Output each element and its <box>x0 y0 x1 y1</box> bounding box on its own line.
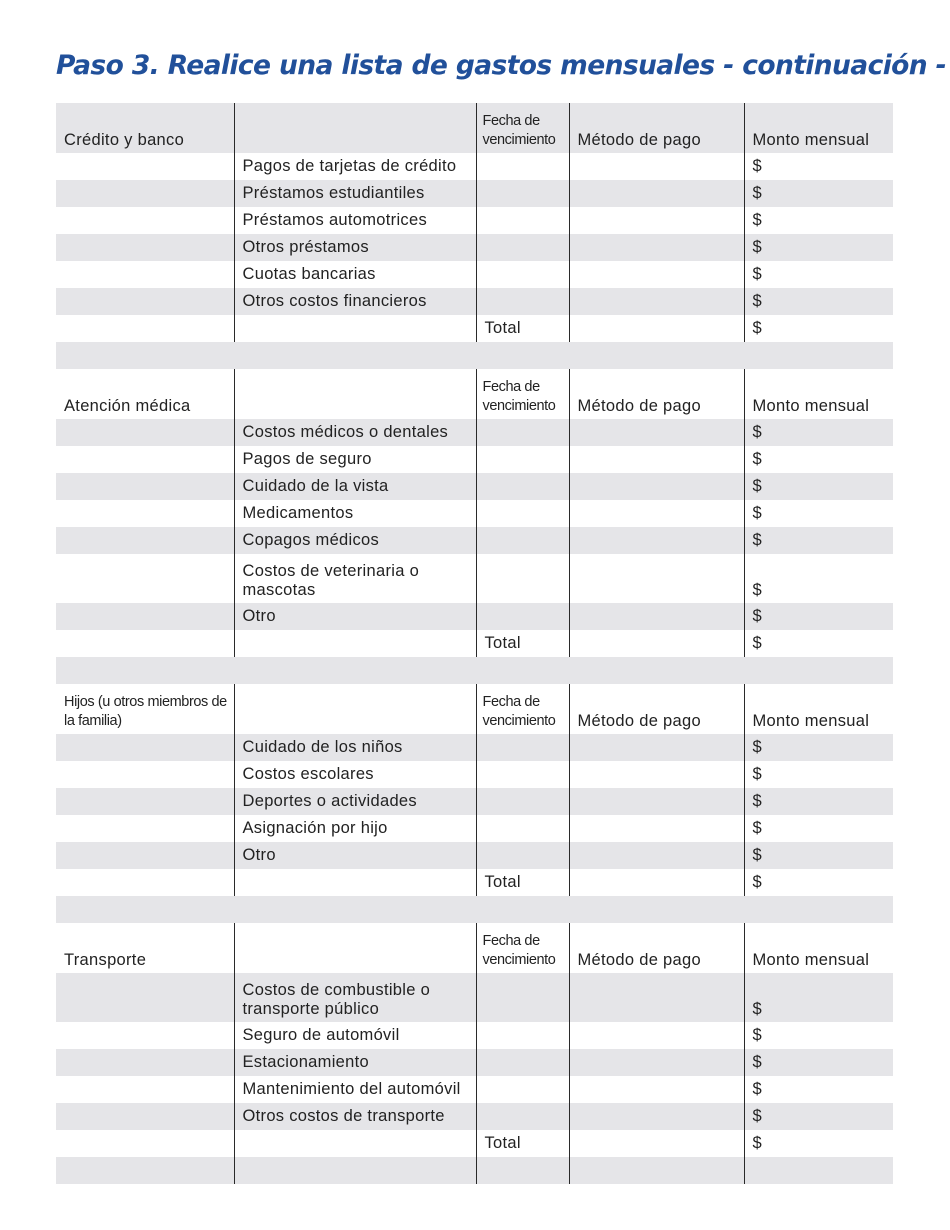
expense-row-spacer <box>56 527 234 554</box>
trailing-blank-cell <box>569 1157 744 1184</box>
monthly-amount-header: Monto mensual <box>744 923 893 973</box>
due-date-field[interactable] <box>476 973 569 1022</box>
section-header-row <box>56 684 893 734</box>
expense-row-spacer <box>56 1103 234 1130</box>
expense-row <box>56 761 893 788</box>
total-row-spacer <box>56 630 234 657</box>
total-amount-field[interactable]: $ <box>744 630 893 657</box>
due-date-field[interactable] <box>476 207 569 234</box>
payment-method-field[interactable] <box>569 788 744 815</box>
due-date-header: Fecha de vencimiento <box>476 684 569 734</box>
expense-row <box>56 603 893 630</box>
expense-row <box>56 554 893 603</box>
due-date-field[interactable] <box>476 1049 569 1076</box>
due-date-field[interactable] <box>476 446 569 473</box>
expense-row-spacer <box>56 603 234 630</box>
payment-method-field[interactable] <box>569 473 744 500</box>
expense-row <box>56 1103 893 1130</box>
expense-label: Otros costos de transporte <box>234 1103 476 1130</box>
expense-row-spacer <box>56 234 234 261</box>
payment-method-field[interactable] <box>569 153 744 180</box>
payment-method-field[interactable] <box>569 815 744 842</box>
monthly-amount-field[interactable]: $ <box>744 1022 893 1049</box>
monthly-amount-field[interactable]: $ <box>744 554 893 603</box>
expense-label: Costos escolares <box>234 761 476 788</box>
monthly-amount-field[interactable]: $ <box>744 207 893 234</box>
section-gap <box>56 342 893 369</box>
payment-method-field[interactable] <box>569 234 744 261</box>
expense-label: Cuidado de la vista <box>234 473 476 500</box>
total-amount-field[interactable]: $ <box>744 869 893 896</box>
expense-row <box>56 180 893 207</box>
section-header-row <box>56 369 893 419</box>
monthly-amount-field[interactable]: $ <box>744 1103 893 1130</box>
total-label: Total <box>476 869 569 896</box>
due-date-field[interactable] <box>476 761 569 788</box>
expense-row <box>56 973 893 1022</box>
payment-method-header: Método de pago <box>569 103 744 153</box>
section-gap-row <box>56 1157 893 1184</box>
expense-label: Deportes o actividades <box>234 788 476 815</box>
monthly-amount-field[interactable]: $ <box>744 1049 893 1076</box>
total-method-blank <box>569 869 744 896</box>
payment-method-header: Método de pago <box>569 923 744 973</box>
payment-method-field[interactable] <box>569 842 744 869</box>
expense-row-spacer <box>56 207 234 234</box>
expense-row-spacer <box>56 473 234 500</box>
monthly-amount-field[interactable]: $ <box>744 842 893 869</box>
section-header-row <box>56 923 893 973</box>
total-row-spacer <box>234 1130 476 1157</box>
expense-label: Costos de veterinaria o mascotas <box>234 554 476 603</box>
monthly-amount-field[interactable]: $ <box>744 261 893 288</box>
expense-row-spacer <box>56 1076 234 1103</box>
total-label: Total <box>476 1130 569 1157</box>
monthly-amount-field[interactable]: $ <box>744 180 893 207</box>
expense-label: Préstamos estudiantiles <box>234 180 476 207</box>
payment-method-field[interactable] <box>569 1076 744 1103</box>
expense-label: Pagos de tarjetas de crédito <box>234 153 476 180</box>
due-date-header: Fecha de vencimiento <box>476 369 569 419</box>
expense-row-spacer <box>56 554 234 603</box>
section-header-row <box>56 103 893 153</box>
section-name: Crédito y banco <box>56 103 234 153</box>
due-date-header: Fecha de vencimiento <box>476 103 569 153</box>
payment-method-field[interactable] <box>569 207 744 234</box>
payment-method-field[interactable] <box>569 288 744 315</box>
expense-label: Pagos de seguro <box>234 446 476 473</box>
total-amount-field[interactable]: $ <box>744 1130 893 1157</box>
monthly-amount-field[interactable]: $ <box>744 419 893 446</box>
expense-row-spacer <box>56 446 234 473</box>
expense-row-spacer <box>56 761 234 788</box>
expense-label: Estacionamiento <box>234 1049 476 1076</box>
payment-method-field[interactable] <box>569 1049 744 1076</box>
payment-method-field[interactable] <box>569 761 744 788</box>
payment-method-header: Método de pago <box>569 369 744 419</box>
due-date-field[interactable] <box>476 1103 569 1130</box>
payment-method-field[interactable] <box>569 554 744 603</box>
expense-row-spacer <box>56 1049 234 1076</box>
monthly-amount-field[interactable]: $ <box>744 473 893 500</box>
payment-method-field[interactable] <box>569 419 744 446</box>
expense-row-spacer <box>56 1022 234 1049</box>
expense-row <box>56 419 893 446</box>
expense-row <box>56 1022 893 1049</box>
total-row-spacer <box>56 1130 234 1157</box>
payment-method-field[interactable] <box>569 180 744 207</box>
section-gap-row <box>56 896 893 923</box>
expense-label: Asignación por hijo <box>234 815 476 842</box>
section-header-blank <box>234 684 476 734</box>
expense-row <box>56 261 893 288</box>
section-header-blank <box>234 369 476 419</box>
monthly-amount-header: Monto mensual <box>744 103 893 153</box>
monthly-amount-field[interactable]: $ <box>744 288 893 315</box>
expense-label: Copagos médicos <box>234 527 476 554</box>
section-gap <box>56 657 893 684</box>
section-gap <box>56 896 893 923</box>
expense-label: Préstamos automotrices <box>234 207 476 234</box>
due-date-field[interactable] <box>476 1022 569 1049</box>
monthly-amount-field[interactable]: $ <box>744 500 893 527</box>
due-date-field[interactable] <box>476 1076 569 1103</box>
due-date-field[interactable] <box>476 734 569 761</box>
expense-row <box>56 234 893 261</box>
expense-row <box>56 788 893 815</box>
payment-method-field[interactable] <box>569 1022 744 1049</box>
section-name: Transporte <box>56 923 234 973</box>
total-row-spacer <box>234 869 476 896</box>
due-date-field[interactable] <box>476 554 569 603</box>
due-date-field[interactable] <box>476 180 569 207</box>
expense-row-spacer <box>56 788 234 815</box>
expense-label: Mantenimiento del automóvil <box>234 1076 476 1103</box>
expense-row <box>56 288 893 315</box>
total-row-spacer <box>56 869 234 896</box>
payment-method-field[interactable] <box>569 603 744 630</box>
expense-row <box>56 734 893 761</box>
expense-row-spacer <box>56 180 234 207</box>
total-method-blank <box>569 1130 744 1157</box>
due-date-field[interactable] <box>476 842 569 869</box>
due-date-field[interactable] <box>476 788 569 815</box>
total-row-spacer <box>234 315 476 342</box>
expense-row <box>56 473 893 500</box>
monthly-amount-field[interactable]: $ <box>744 788 893 815</box>
due-date-header: Fecha de vencimiento <box>476 923 569 973</box>
expense-row-spacer <box>56 973 234 1022</box>
expense-label: Otros costos financieros <box>234 288 476 315</box>
payment-method-field[interactable] <box>569 500 744 527</box>
due-date-field[interactable] <box>476 473 569 500</box>
payment-method-field[interactable] <box>569 261 744 288</box>
monthly-amount-field[interactable]: $ <box>744 734 893 761</box>
due-date-field[interactable] <box>476 261 569 288</box>
monthly-amount-header: Monto mensual <box>744 369 893 419</box>
section-gap-row <box>56 657 893 684</box>
expense-label: Cuotas bancarias <box>234 261 476 288</box>
monthly-amount-field[interactable]: $ <box>744 973 893 1022</box>
section-header-blank <box>234 103 476 153</box>
due-date-field[interactable] <box>476 419 569 446</box>
expense-row-spacer <box>56 734 234 761</box>
total-label: Total <box>476 630 569 657</box>
expense-row <box>56 842 893 869</box>
monthly-amount-field[interactable]: $ <box>744 234 893 261</box>
section-name: Atención médica <box>56 369 234 419</box>
total-row <box>56 869 893 896</box>
expense-row-spacer <box>56 842 234 869</box>
expense-label: Costos de combustible o transporte público <box>234 973 476 1022</box>
expense-label: Otro <box>234 842 476 869</box>
expense-row <box>56 446 893 473</box>
total-method-blank <box>569 315 744 342</box>
due-date-field[interactable] <box>476 288 569 315</box>
expense-label: Medicamentos <box>234 500 476 527</box>
payment-method-field[interactable] <box>569 1103 744 1130</box>
expense-row-spacer <box>56 500 234 527</box>
due-date-field[interactable] <box>476 815 569 842</box>
payment-method-field[interactable] <box>569 527 744 554</box>
monthly-amount-field[interactable]: $ <box>744 603 893 630</box>
due-date-field[interactable] <box>476 603 569 630</box>
expense-label: Otro <box>234 603 476 630</box>
monthly-amount-field[interactable]: $ <box>744 153 893 180</box>
expense-row-spacer <box>56 815 234 842</box>
payment-method-field[interactable] <box>569 734 744 761</box>
monthly-amount-field[interactable]: $ <box>744 815 893 842</box>
total-row-spacer <box>234 630 476 657</box>
expense-label: Cuidado de los niños <box>234 734 476 761</box>
section-name: Hijos (u otros miembros de la familia) <box>56 684 234 734</box>
due-date-field[interactable] <box>476 500 569 527</box>
total-row <box>56 315 893 342</box>
total-amount-field[interactable]: $ <box>744 315 893 342</box>
trailing-blank-cell <box>234 1157 476 1184</box>
expense-row <box>56 1076 893 1103</box>
due-date-field[interactable] <box>476 153 569 180</box>
expense-row-spacer <box>56 261 234 288</box>
due-date-field[interactable] <box>476 234 569 261</box>
expense-row <box>56 1049 893 1076</box>
total-row <box>56 630 893 657</box>
expense-row <box>56 815 893 842</box>
expense-row-spacer <box>56 419 234 446</box>
page-title: Paso 3. Realice una lista de gastos mensuales - continuación - <box>56 50 947 81</box>
total-method-blank <box>569 630 744 657</box>
total-row-spacer <box>56 315 234 342</box>
trailing-blank-cell <box>56 1157 234 1184</box>
expense-row-spacer <box>56 288 234 315</box>
monthly-amount-header: Monto mensual <box>744 684 893 734</box>
expense-row-spacer <box>56 153 234 180</box>
monthly-amount-field[interactable]: $ <box>744 1076 893 1103</box>
due-date-field[interactable] <box>476 527 569 554</box>
total-row <box>56 1130 893 1157</box>
trailing-blank-cell <box>476 1157 569 1184</box>
expense-row <box>56 153 893 180</box>
section-header-blank <box>234 923 476 973</box>
expense-row <box>56 527 893 554</box>
expense-row <box>56 500 893 527</box>
payment-method-header: Método de pago <box>569 684 744 734</box>
expense-label: Otros préstamos <box>234 234 476 261</box>
expense-row <box>56 207 893 234</box>
payment-method-field[interactable] <box>569 973 744 1022</box>
expense-label: Seguro de automóvil <box>234 1022 476 1049</box>
section-gap-row <box>56 342 893 369</box>
payment-method-field[interactable] <box>569 446 744 473</box>
monthly-amount-field[interactable]: $ <box>744 527 893 554</box>
total-label: Total <box>476 315 569 342</box>
expense-label: Costos médicos o dentales <box>234 419 476 446</box>
trailing-blank-cell <box>744 1157 893 1184</box>
monthly-amount-field[interactable]: $ <box>744 446 893 473</box>
monthly-amount-field[interactable]: $ <box>744 761 893 788</box>
monthly-expenses-table <box>56 103 893 1184</box>
